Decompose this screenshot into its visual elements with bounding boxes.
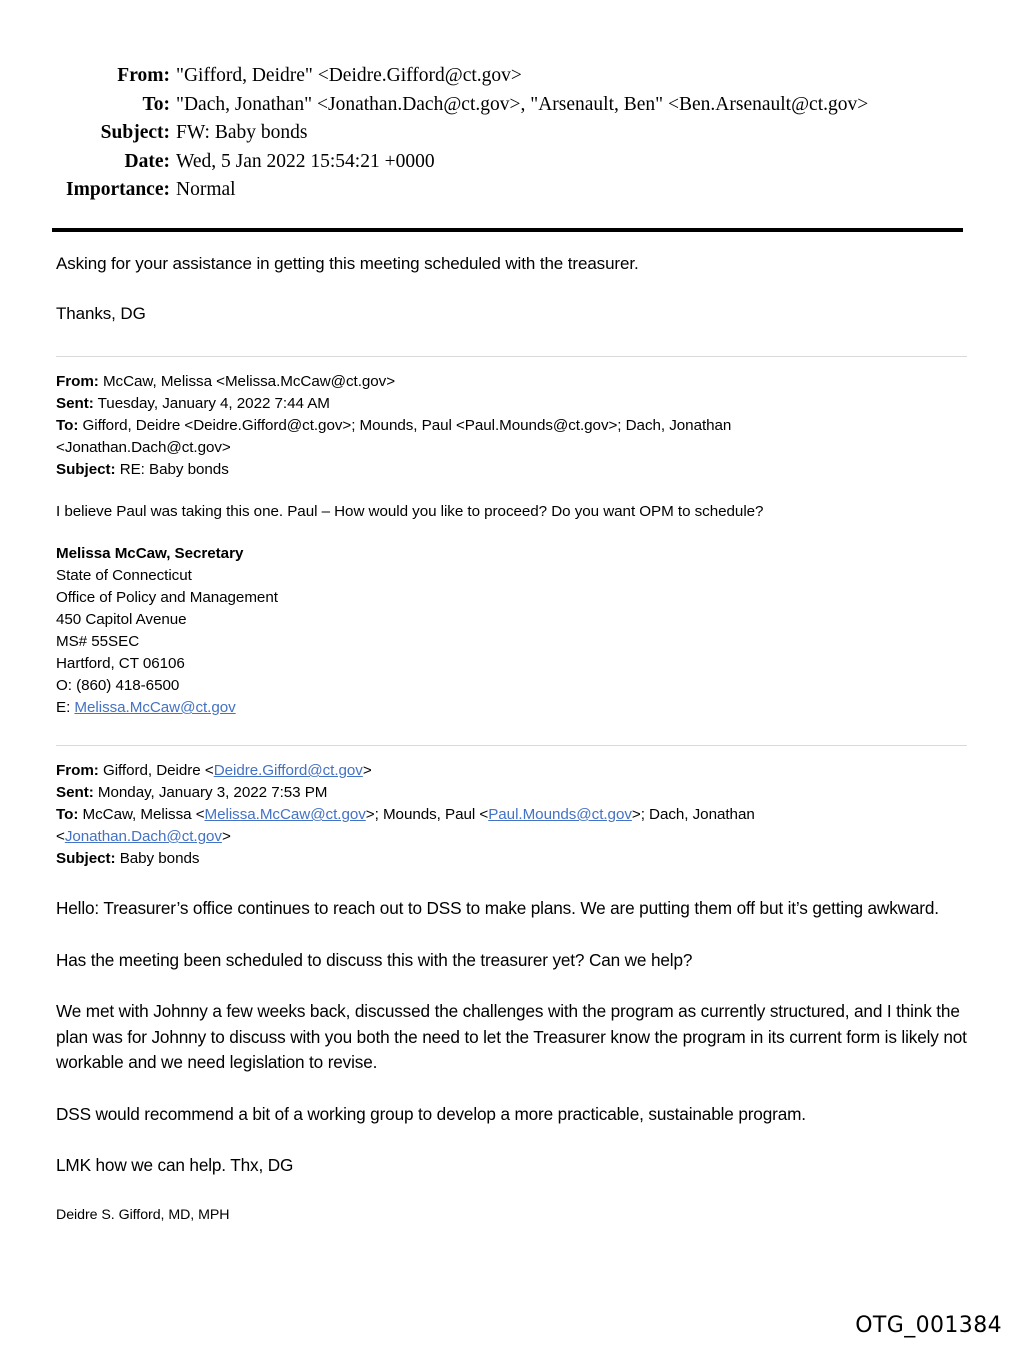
header-label-to: To: [142, 93, 170, 115]
quoted2-value-sent: Monday, January 3, 2022 7:53 PM [97, 784, 328, 801]
quoted2-paragraph-5: LMK how we can help. Thx, DG [56, 1155, 294, 1175]
quoted1-value-sent: Tuesday, January 4, 2022 7:44 AM [97, 395, 330, 412]
quoted1-value-to-line1: Gifford, Deidre <Deidre.Gifford@ct.gov>; Mounds, Paul <Paul.Mounds@ct.gov>; Dach, Jonathan [82, 417, 732, 434]
quoted2-row-to [56, 804, 968, 826]
quoted1-value-from: McCaw, Melissa <Melissa.McCaw@ct.gov> [102, 373, 396, 390]
quoted1-row-from [56, 371, 968, 393]
header-label-subject: Subject: [100, 122, 170, 143]
quoted2-value-subject: Baby bonds [119, 850, 200, 867]
quoted2-to-email-link-mounds[interactable]: Paul.Mounds@ct.gov [488, 806, 632, 823]
signature-name-mccaw: Melissa McCaw, Secretary [56, 545, 244, 562]
quoted2-paragraph-4: DSS would recommend a bit of a working group to develop a more practicable, sustainable program. [56, 1103, 806, 1124]
intro-paragraph: Asking for your assistance in getting this meeting scheduled with the treasurer. [56, 254, 639, 273]
header-row-subject [0, 119, 1020, 148]
quoted2-paragraph-1: Hello: Treasurer’s office continues to reach out to DSS to make plans. We are putting them off but it’s getting awkward. [56, 898, 939, 918]
quoted2-label-subject: Subject: [56, 850, 116, 867]
bates-number: OTG_001384 [855, 1313, 1002, 1338]
quoted1-row-to [56, 415, 968, 437]
quoted1-row-to-cont [56, 437, 968, 459]
header-label-date: Date: [124, 150, 170, 172]
quoted1-row-subject [56, 459, 968, 481]
quoted2-to-suffix-2: > [221, 828, 231, 845]
quoted2-label-to: To: [56, 806, 79, 823]
quoted-header-1 [56, 371, 968, 481]
signature-city-state-zip: Hartford, CT 06106 [56, 655, 185, 672]
header-value-subject: FW: Baby bonds [176, 122, 308, 143]
quoted1-signature [56, 543, 968, 719]
quoted2-row-sent [56, 782, 968, 804]
signature-org-state: State of Connecticut [56, 567, 192, 584]
quoted2-row-from [56, 760, 968, 782]
quoted1-message: I believe Paul was taking this one. Paul – How would you like to proceed? Do you want OPM to schedule? [56, 503, 764, 520]
signature-email-prefix: E: [56, 699, 75, 716]
header-row-from [0, 62, 1020, 91]
quoted1-label-sent: Sent: [56, 395, 94, 412]
quoted2-to-email-link-mccaw[interactable]: Melissa.McCaw@ct.gov [204, 806, 366, 823]
intro-signoff: Thanks, DG [56, 304, 146, 323]
header-label-importance: Importance: [66, 179, 170, 200]
header-value-from: "Gifford, Deidre" <Deidre.Gifford@ct.gov> [176, 65, 522, 86]
quoted1-row-sent [56, 393, 968, 415]
header-row-importance [0, 176, 1020, 205]
signature-org-office: Office of Policy and Management [56, 589, 278, 606]
quoted2-to-mid-2: >; Dach, Jonathan [631, 806, 755, 823]
signature-address-street: 450 Capitol Avenue [56, 611, 187, 628]
quoted1-label-from: From: [56, 373, 99, 390]
email-body [56, 252, 968, 1226]
quoted2-label-sent: Sent: [56, 784, 94, 801]
header-row-to [0, 91, 1020, 120]
quoted-header-2 [56, 760, 968, 870]
quoted2-paragraph-3: We met with Johnny a few weeks back, discussed the challenges with the program as currently structured, and I think the plan was for Johnny to discuss with you both the need to let the Treasurer know the program in its current form is likely not workable and we need legislation to revise. [56, 1001, 967, 1072]
header-value-to: "Dach, Jonathan" <Jonathan.Dach@ct.gov>, "Arsenault, Ben" <Ben.Arsenault@ct.gov> [176, 93, 869, 115]
quoted2-to-prefix-2: < [56, 828, 65, 845]
quoted1-label-to: To: [56, 417, 79, 434]
quoted2-row-subject [56, 848, 968, 870]
signature-name-gifford: Deidre S. Gifford, MD, MPH [56, 1206, 230, 1223]
quoted2-to-email-link-dach[interactable]: Jonathan.Dach@ct.gov [64, 828, 222, 845]
quoted1-value-to-line2: <Jonathan.Dach@ct.gov> [56, 439, 231, 456]
quoted2-from-suffix: > [362, 762, 372, 779]
signature-phone: O: (860) 418-6500 [56, 677, 180, 694]
quoted2-label-from: From: [56, 762, 99, 779]
quoted2-paragraph-2: Has the meeting been scheduled to discuss this with the treasurer yet? Can we help? [56, 949, 693, 970]
quoted1-label-subject: Subject: [56, 461, 116, 478]
quoted2-row-to-cont [56, 826, 968, 848]
header-label-from: From: [117, 65, 170, 86]
email-header-block [0, 62, 1020, 205]
quoted2-from-email-link[interactable]: Deidre.Gifford@ct.gov [213, 762, 363, 779]
signature-email-link-mccaw[interactable]: Melissa.McCaw@ct.gov [74, 699, 236, 716]
signature-mailstop: MS# 55SEC [56, 633, 140, 650]
header-row-date [0, 148, 1020, 177]
header-value-importance: Normal [176, 179, 236, 200]
quoted2-to-mid-1: >; Mounds, Paul < [365, 806, 489, 823]
signature-email-row [56, 697, 968, 719]
header-value-date: Wed, 5 Jan 2022 15:54:21 +0000 [176, 150, 435, 172]
quoted1-value-subject: RE: Baby bonds [119, 461, 229, 478]
quoted2-from-prefix: Gifford, Deidre < [102, 762, 214, 779]
quoted2-to-prefix-1: McCaw, Melissa < [82, 806, 205, 823]
header-divider-rule [52, 228, 963, 232]
